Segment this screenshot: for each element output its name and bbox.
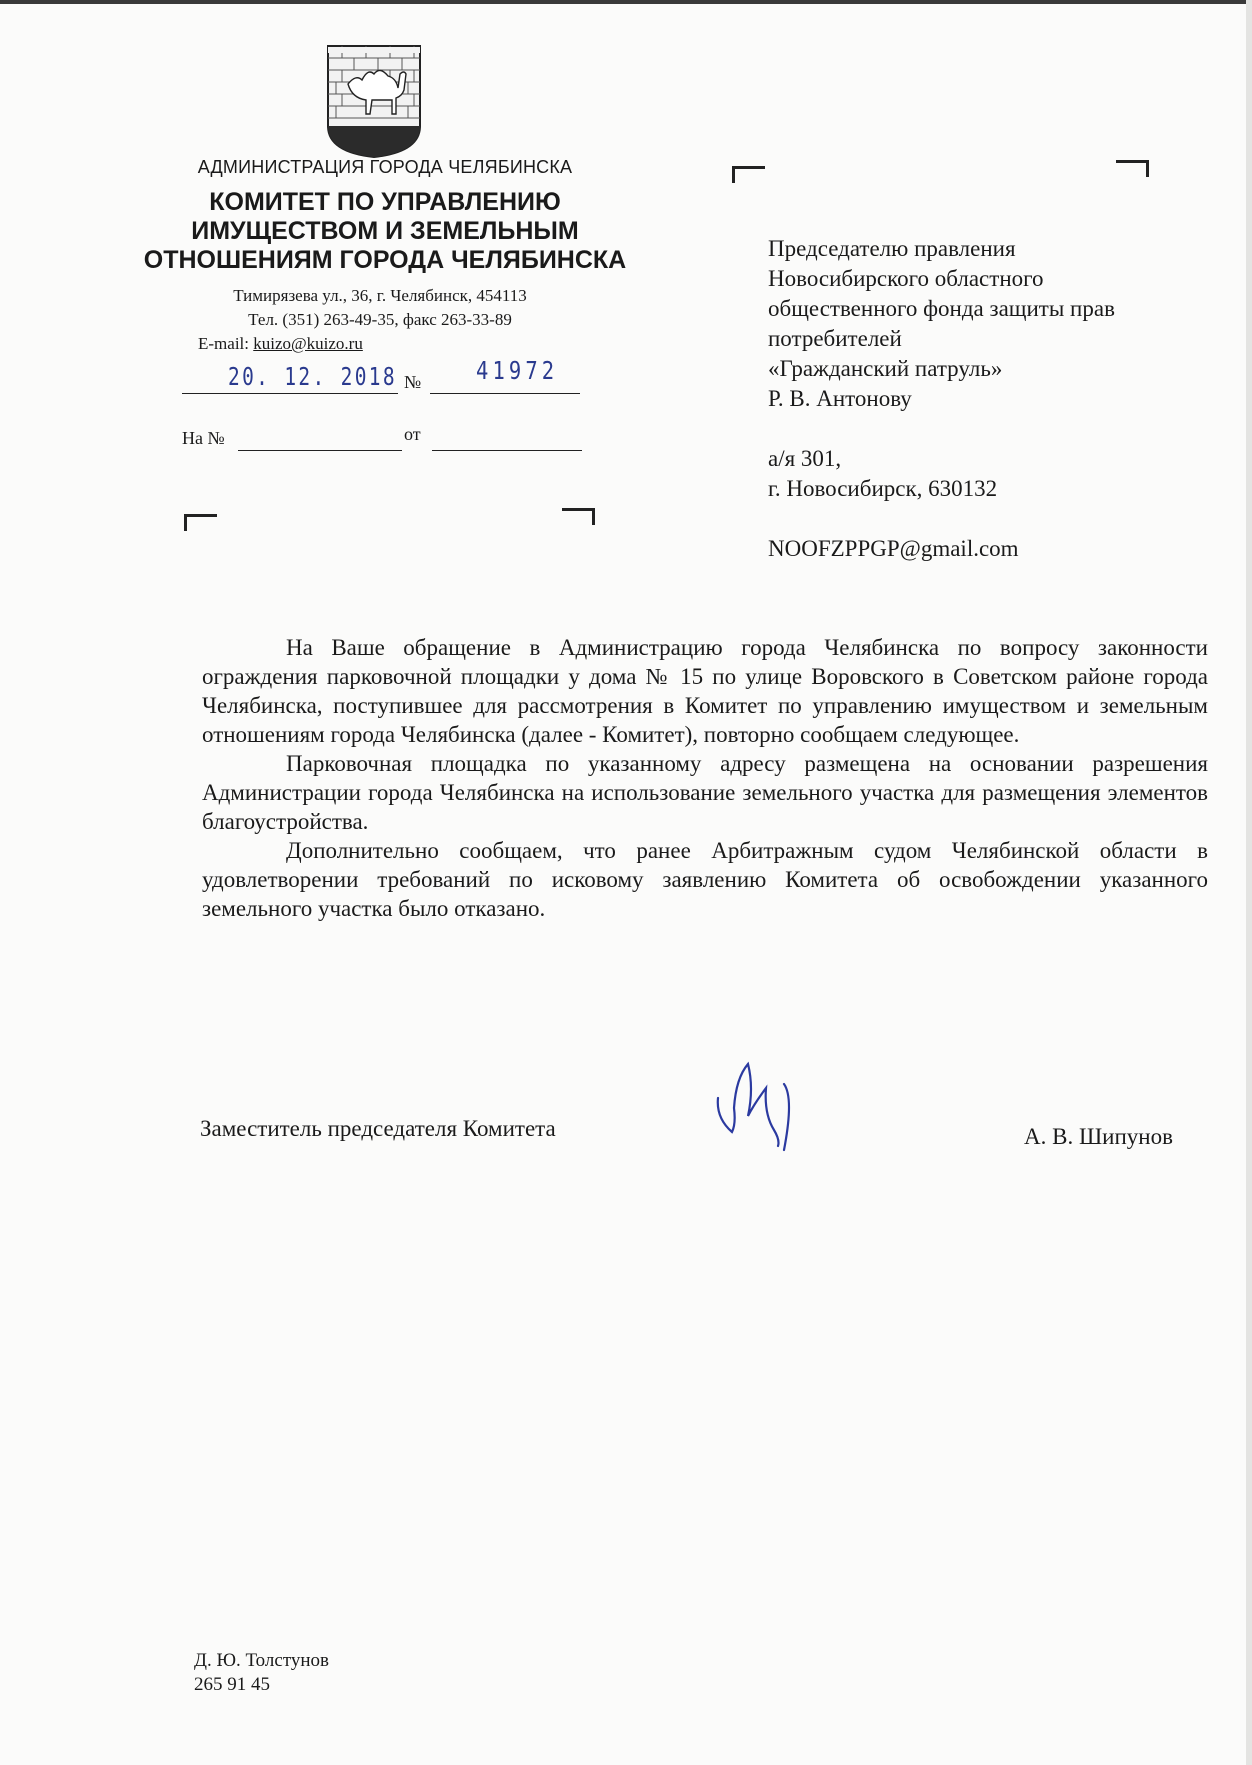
date-field-line xyxy=(182,393,398,394)
recipient-line: потребителей xyxy=(768,326,902,351)
executor-phone: 265 91 45 xyxy=(194,1674,270,1695)
body-paragraph: Дополнительно сообщаем, что ранее Арбитражным судом Челябинской области в удовлетворении требований по исковому заявлению Комитета об освобождении указанного земельного участка было отказано. xyxy=(202,838,1208,921)
registration-number-stamp: 41972 xyxy=(476,356,559,385)
address-corner-mark xyxy=(732,166,765,183)
signer-title: Заместитель председателя Комитета xyxy=(200,1116,556,1141)
body-paragraph: На Ваше обращение в Администрацию города Челябинска по вопросу законности ограждения парковочной площадки у дома № 15 по улице Воровского в Советском районе города Челябинска, поступившее для рассмотрения в Комитет по управлению имуществом и земельным отношениям города Челябинска (далее - Комитет), повторно сообщаем следующее. xyxy=(202,635,1208,747)
registration-row xyxy=(182,356,582,396)
email-label: E-mail: xyxy=(198,334,249,353)
recipient-line: общественного фонда защиты прав xyxy=(768,296,1115,321)
reference-row xyxy=(182,424,582,454)
committee-line: КОМИТЕТ ПО УПРАВЛЕНИЮ xyxy=(209,188,561,216)
letterhead-email-line xyxy=(198,334,363,354)
handwritten-signature xyxy=(714,1058,814,1154)
signer-name: А. В. Шипунов xyxy=(1024,1124,1173,1149)
recipient-line: Новосибирского областного xyxy=(768,266,1044,291)
address-corner-mark xyxy=(1116,160,1149,177)
scan-top-edge xyxy=(0,0,1252,4)
address-corner-mark xyxy=(562,508,595,525)
letterhead-phone: Тел. (351) 263-49-35, факс 263-33-89 xyxy=(248,310,512,329)
administration-name: АДМИНИСТРАЦИЯ ГОРОДА ЧЕЛЯБИНСКА xyxy=(197,157,573,177)
scan-right-edge xyxy=(1246,0,1252,1765)
recipient-address-line: а/я 301, xyxy=(768,446,842,471)
executor-name: Д. Ю. Толстунов xyxy=(194,1650,330,1671)
recipient-block xyxy=(768,234,1208,564)
reference-number-line xyxy=(238,450,402,451)
address-corner-mark xyxy=(184,514,217,531)
committee-line: ОТНОШЕНИЯМ ГОРОДА ЧЕЛЯБИНСКА xyxy=(143,246,627,274)
committee-line: ИМУЩЕСТВОМ И ЗЕМЕЛЬНЫМ xyxy=(191,217,579,245)
reference-from-label: от xyxy=(404,424,421,444)
recipient-line: Р. В. Антонову xyxy=(768,386,912,411)
coat-of-arms-icon xyxy=(326,44,422,159)
reference-number-label: На № xyxy=(182,428,225,448)
number-label: № xyxy=(404,372,422,392)
recipient-address-line: г. Новосибирск, 630132 xyxy=(768,476,998,501)
letterhead-address: Тимирязева ул., 36, г. Челябинск, 454113 xyxy=(233,286,527,305)
recipient-email[interactable]: NOOFZPPGP@gmail.com xyxy=(768,536,1019,561)
body-paragraph: Парковочная площадка по указанному адресу размещена на основании разрешения Администрации города Челябинска на использование земельного участка для размещения элементов благоустройства. xyxy=(202,751,1208,834)
number-field-line xyxy=(430,393,580,394)
letterhead-contacts xyxy=(150,284,610,332)
recipient-line: Председателю правления xyxy=(768,236,1016,261)
letter-body xyxy=(202,633,1208,923)
registration-date-stamp: 20. 12. 2018 xyxy=(228,362,397,391)
reference-from-line xyxy=(432,450,582,451)
recipient-line: «Гражданский патруль» xyxy=(768,356,1003,381)
letterhead-email-link[interactable]: kuizo@kuizo.ru xyxy=(253,334,363,353)
committee-name xyxy=(120,188,650,275)
